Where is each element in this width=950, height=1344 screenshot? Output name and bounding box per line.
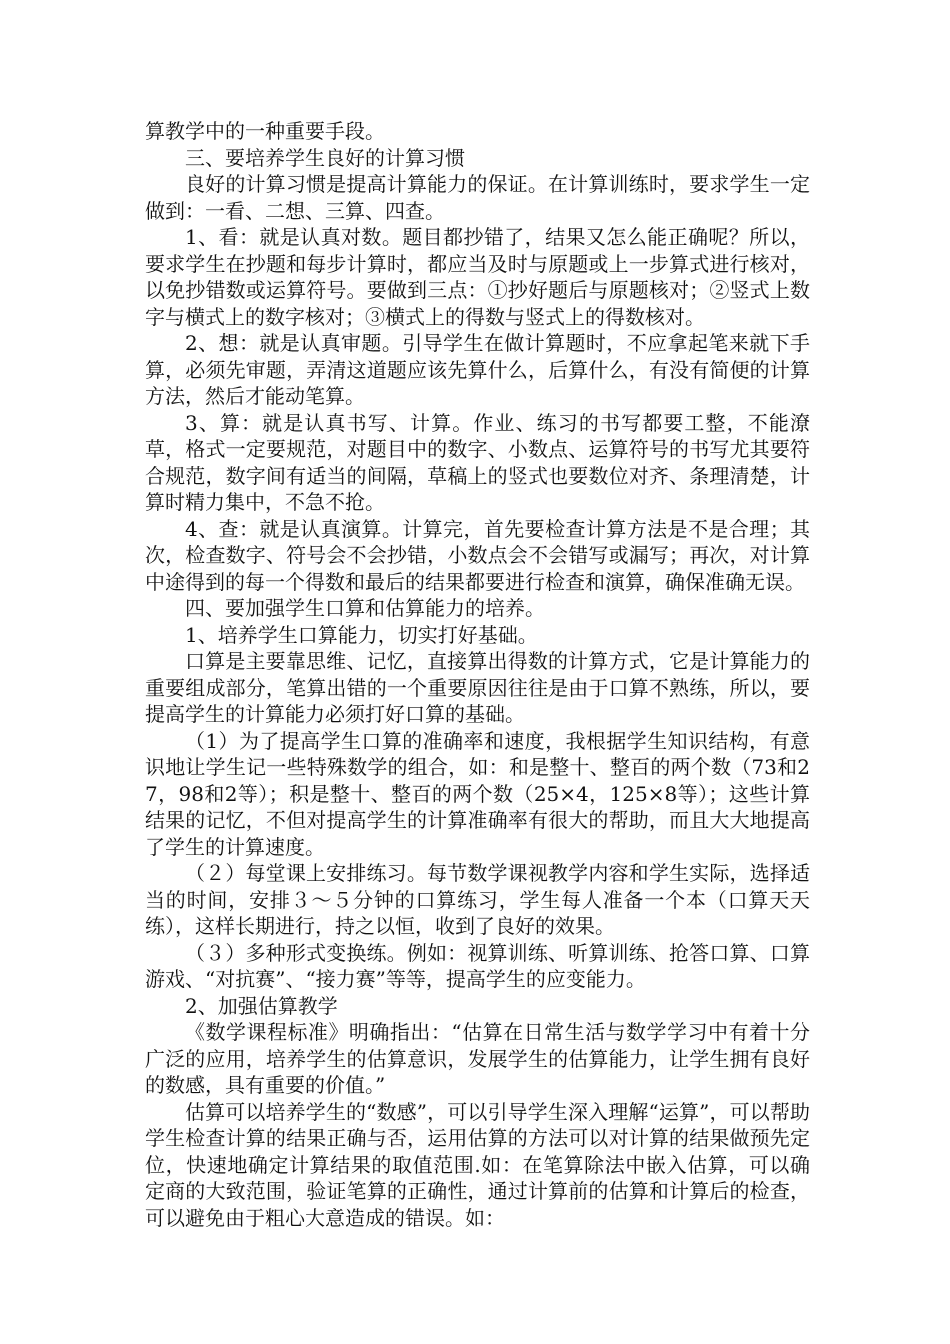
subsection-heading: 1、培养学生口算能力，切实打好基础。 <box>185 622 538 647</box>
paragraph: （３）多种形式变换练。例如：视算训练、听算训练、抢答口算、口算游戏、“对抗赛”、“接力赛”等等，提高学生的应变能力。 <box>145 940 810 991</box>
paragraph: 1、看：就是认真对数。题目都抄错了，结果又怎么能正确呢？所以，要求学生在抄题和每步计算时，都应当及时与原题或上一步算式进行核对，以免抄错数或运算符号。要做到三点：①抄好题后与原题核对；②竖式上数字与横式上的数字核对；③横式上的得数与竖式上的得数核对。 <box>145 225 810 329</box>
subsection-heading: 2、加强估算教学 <box>185 993 338 1018</box>
paragraph: 3、算：就是认真书写、计算。作业、练习的书写都要工整，不能潦草，格式一定要规范，对题目中的数字、小数点、运算符号的书写尤其要符合规范，数字间有适当的间隔，草稿上的竖式也要数位对齐、条理清楚，计算时精力集中，不急不抢。 <box>145 410 810 514</box>
document-body <box>145 118 810 1231</box>
paragraph: 算教学中的一种重要手段。 <box>145 119 385 143</box>
paragraph: 《数学课程标准》明确指出：“估算在日常生活与数学学习中有着十分广泛的应用，培养学生的估算意识，发展学生的估算能力，让学生拥有良好的数感，具有重要的价值。” <box>145 1020 810 1097</box>
paragraph: 口算是主要靠思维、记忆，直接算出得数的计算方式，它是计算能力的重要组成部分，笔算出错的一个重要原因往往是由于口算不熟练，所以，要提高学生的计算能力必须打好口算的基础。 <box>145 649 810 726</box>
paragraph: 2、想：就是认真审题。引导学生在做计算题时，不应拿起笔来就下手算，必须先审题，弄清这道题应该先算什么，后算什么，有没有简便的计算方法，然后才能动笔算。 <box>145 331 810 408</box>
paragraph: （２）每堂课上安排练习。每节数学课视教学内容和学生实际，选择适当的时间，安排３～５分钟的口算练习，学生每人准备一个本（口算天天练），这样长期进行，持之以恒，收到了良好的效果。 <box>145 861 810 938</box>
paragraph: 4、查：就是认真演算。计算完，首先要检查计算方法是不是合理；其次，检查数字、符号会不会抄错，小数点会不会错写或漏写；再次，对计算中途得到的每一个得数和最后的结果都要进行检查和演算，确保准确无误。 <box>145 516 810 594</box>
paragraph: 估算可以培养学生的“数感”，可以引导学生深入理解“运算”，可以帮助学生检查计算的结果正确与否，运用估算的方法可以对计算的结果做预先定位，快速地确定计算结果的取值范围.如：在笔算除法中嵌入估算，可以确定商的大致范围，验证笔算的正确性，通过计算前的估算和计算后的检查，可以避免由于粗心大意造成的错误。如： <box>145 1099 810 1230</box>
section-heading: 四、要加强学生口算和估算能力的培养。 <box>185 596 545 620</box>
section-heading: 三、要培养学生良好的计算习惯 <box>185 145 465 170</box>
paragraph: 良好的计算习惯是提高计算能力的保证。在计算训练时，要求学生一定做到：一看、二想、三算、四查。 <box>145 172 810 223</box>
paragraph: （1）为了提高学生口算的准确率和速度，我根据学生知识结构，有意识地让学生记一些特殊数学的组合，如：和是整十、整百的两个数（73和27，98和2等）；积是整十、整百的两个数（25×4，125×8等）；这些计算结果的记忆，不但对提高学生的计算准确率有很大的帮助，而且大大地提高了学生的计算速度。 <box>145 728 810 859</box>
